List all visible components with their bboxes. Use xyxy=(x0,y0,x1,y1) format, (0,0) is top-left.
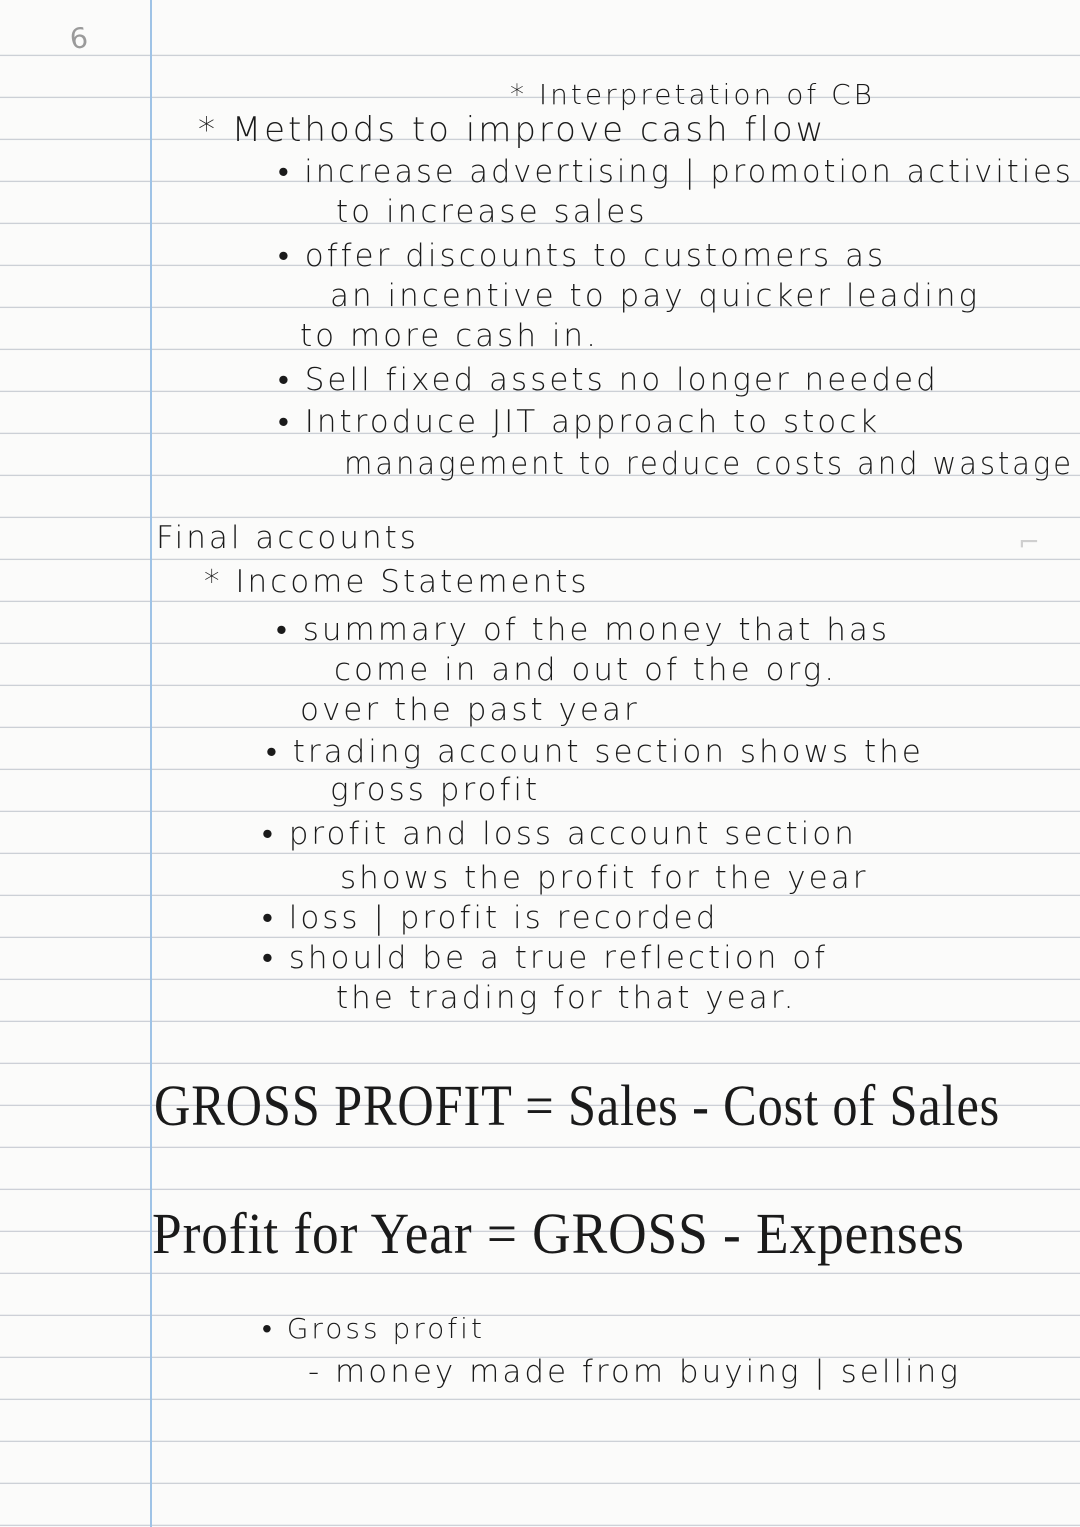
method-2-line-1: • offer discounts to customers as xyxy=(278,238,887,274)
income-point-1-line-3: over the past year xyxy=(300,692,640,728)
income-point-2-line-2: gross profit xyxy=(330,772,541,808)
profit-for-year-formula: Profit for Year = GROSS - Expenses xyxy=(152,1201,965,1266)
income-point-3-line-2: shows the profit for the year xyxy=(340,860,869,896)
income-heading: * Income Statements xyxy=(204,564,590,600)
pen-mark: ⌐ xyxy=(1018,528,1040,558)
method-3-line-1: • Sell fixed assets no longer needed xyxy=(278,362,939,398)
section-title: Final accounts xyxy=(156,520,419,556)
income-point-1-line-2: come in and out of the org. xyxy=(334,652,838,688)
margin-line xyxy=(150,0,152,1527)
method-4-line-1: • Introduce JIT approach to stock xyxy=(278,404,881,440)
header-note: * Interpretation of CB xyxy=(510,78,875,111)
method-4-line-2: management to reduce costs and wastage xyxy=(344,446,1074,482)
income-point-5-line-1: • should be a true reflection of xyxy=(262,940,829,976)
methods-heading: * Methods to improve cash flow xyxy=(198,110,827,150)
income-point-4-line-1: • loss | profit is recorded xyxy=(262,900,719,936)
method-1-line-1: • increase advertising | promotion activities xyxy=(278,154,1074,190)
page-number: 6 xyxy=(67,20,91,57)
gross-detail: - money made from buying | selling xyxy=(308,1354,961,1390)
gross-point: • Gross profit xyxy=(262,1312,485,1345)
income-point-2-line-1: • trading account section shows the xyxy=(266,734,924,770)
method-2-line-3: to more cash in. xyxy=(300,318,599,354)
income-point-1-line-1: • summary of the money that has xyxy=(276,612,890,648)
income-point-5-line-2: the trading for that year. xyxy=(336,980,797,1016)
income-point-3-line-1: • profit and loss account section xyxy=(262,816,857,852)
method-2-line-2: an incentive to pay quicker leading xyxy=(330,278,981,314)
gross-profit-formula: GROSS PROFIT = Sales - Cost of Sales xyxy=(154,1073,1001,1138)
method-1-line-2: to increase sales xyxy=(336,194,648,230)
